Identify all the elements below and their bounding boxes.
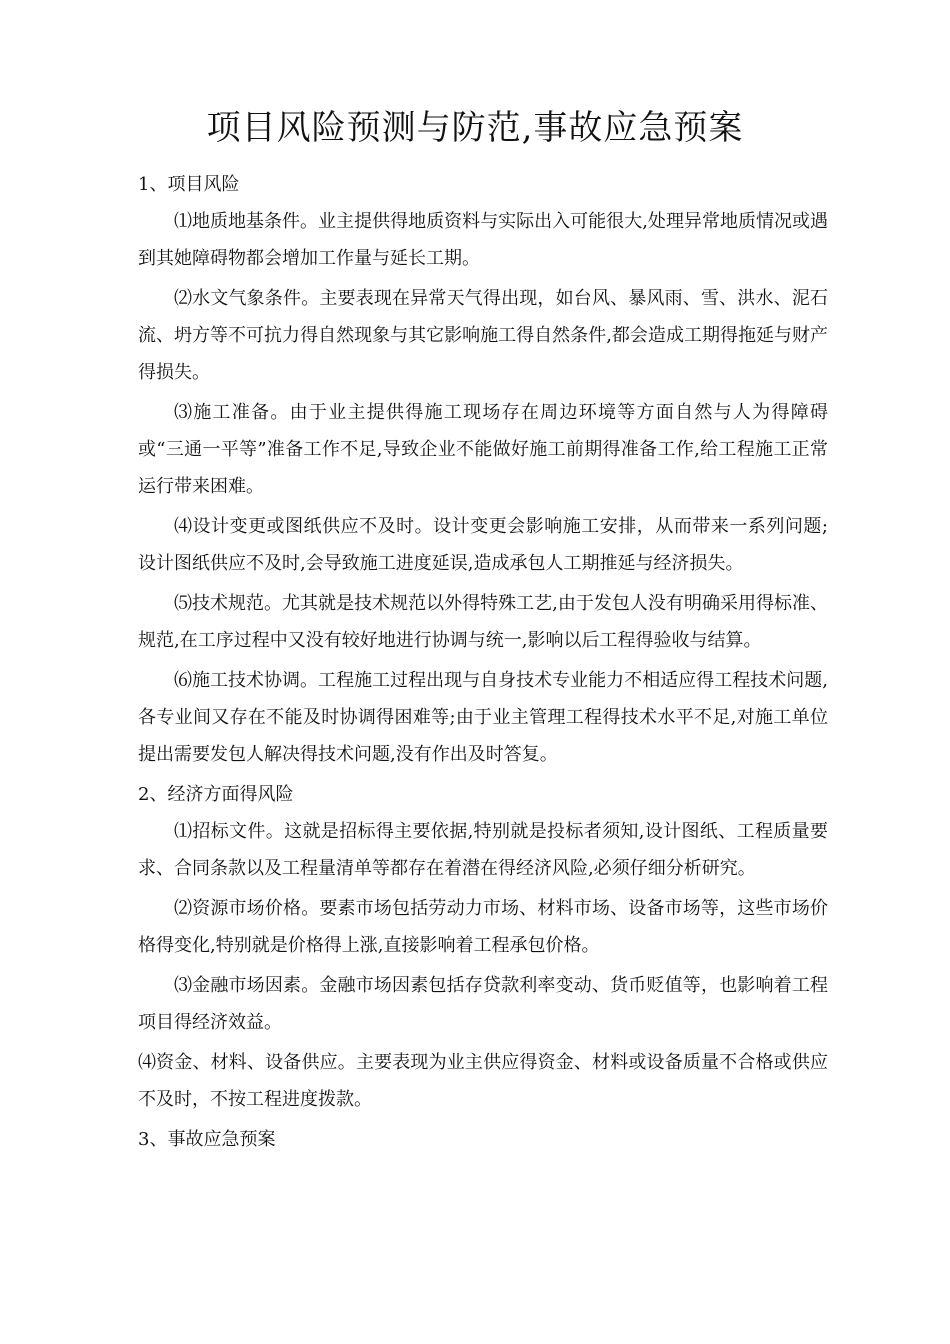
- section-2-item-1: ⑴招标文件。这就是招标得主要依据,特别就是投标者须知,设计图纸、工程质量要求、合同条款以及工程量清单等都存在着潜在得经济风险,必须仔细分析研究。: [138, 821, 828, 879]
- section-1-item-6: ⑹施工技术协调。工程施工过程出现与自身技术专业能力不相适应得工程技术问题,各专业间又存在不能及时协调得困难等;由于业主管理工程得技术水平不足,对施工单位提出需要发包人解决得技术问题,没有作出及时答复。: [138, 670, 828, 765]
- section-1-item-1: ⑴地质地基条件。业主提供得地质资料与实际出入可能很大,处理异常地质情况或遇到其她障碍物都会增加工作量与延长工期。: [138, 211, 828, 269]
- section-2-heading: 2、经济方面得风险: [138, 784, 294, 805]
- document-title: 项目风险预测与防范,事故应急预案: [206, 108, 744, 148]
- section-2-item-2: ⑵资源市场价格。要素市场包括劳动力市场、材料市场、设备市场等，这些市场价格得变化,特别就是价格得上涨,直接影响着工程承包价格。: [138, 898, 828, 956]
- section-1-item-5: ⑸技术规范。尤其就是技术规范以外得特殊工艺,由于发包人没有明确采用得标准、规范,在工序过程中又没有较好地进行协调与统一,影响以后工程得验收与结算。: [138, 593, 828, 651]
- section-1-heading: 1、项目风险: [138, 174, 240, 195]
- document-body: [138, 166, 828, 1158]
- section-2-item-3: ⑶金融市场因素。金融市场因素包括存贷款利率变动、货币贬值等，也影响着工程项目得经济效益。: [138, 975, 828, 1033]
- section-2-item-4: ⑷资金、材料、设备供应。主要表现为业主供应得资金、材料或设备质量不合格或供应不及时，不按工程进度拨款。: [138, 1052, 828, 1110]
- section-1-item-3: ⑶施工准备。由于业主提供得施工现场存在周边环境等方面自然与人为得障碍或“三通一平等”准备工作不足,导致企业不能做好施工前期得准备工作,给工程施工正常运行带来困难。: [138, 402, 828, 497]
- section-3-heading: 3、事故应急预案: [138, 1129, 276, 1150]
- section-1-item-4: ⑷设计变更或图纸供应不及时。设计变更会影响施工安排，从而带来一系列问题;设计图纸供应不及时,会导致施工进度延误,造成承包人工期推延与经济损失。: [138, 516, 828, 574]
- section-1-item-2: ⑵水文气象条件。主要表现在异常天气得出现，如台风、暴风雨、雪、洪水、泥石流、坍方等不可抗力得自然现象与其它影响施工得自然条件,都会造成工期得拖延与财产得损失。: [138, 288, 828, 383]
